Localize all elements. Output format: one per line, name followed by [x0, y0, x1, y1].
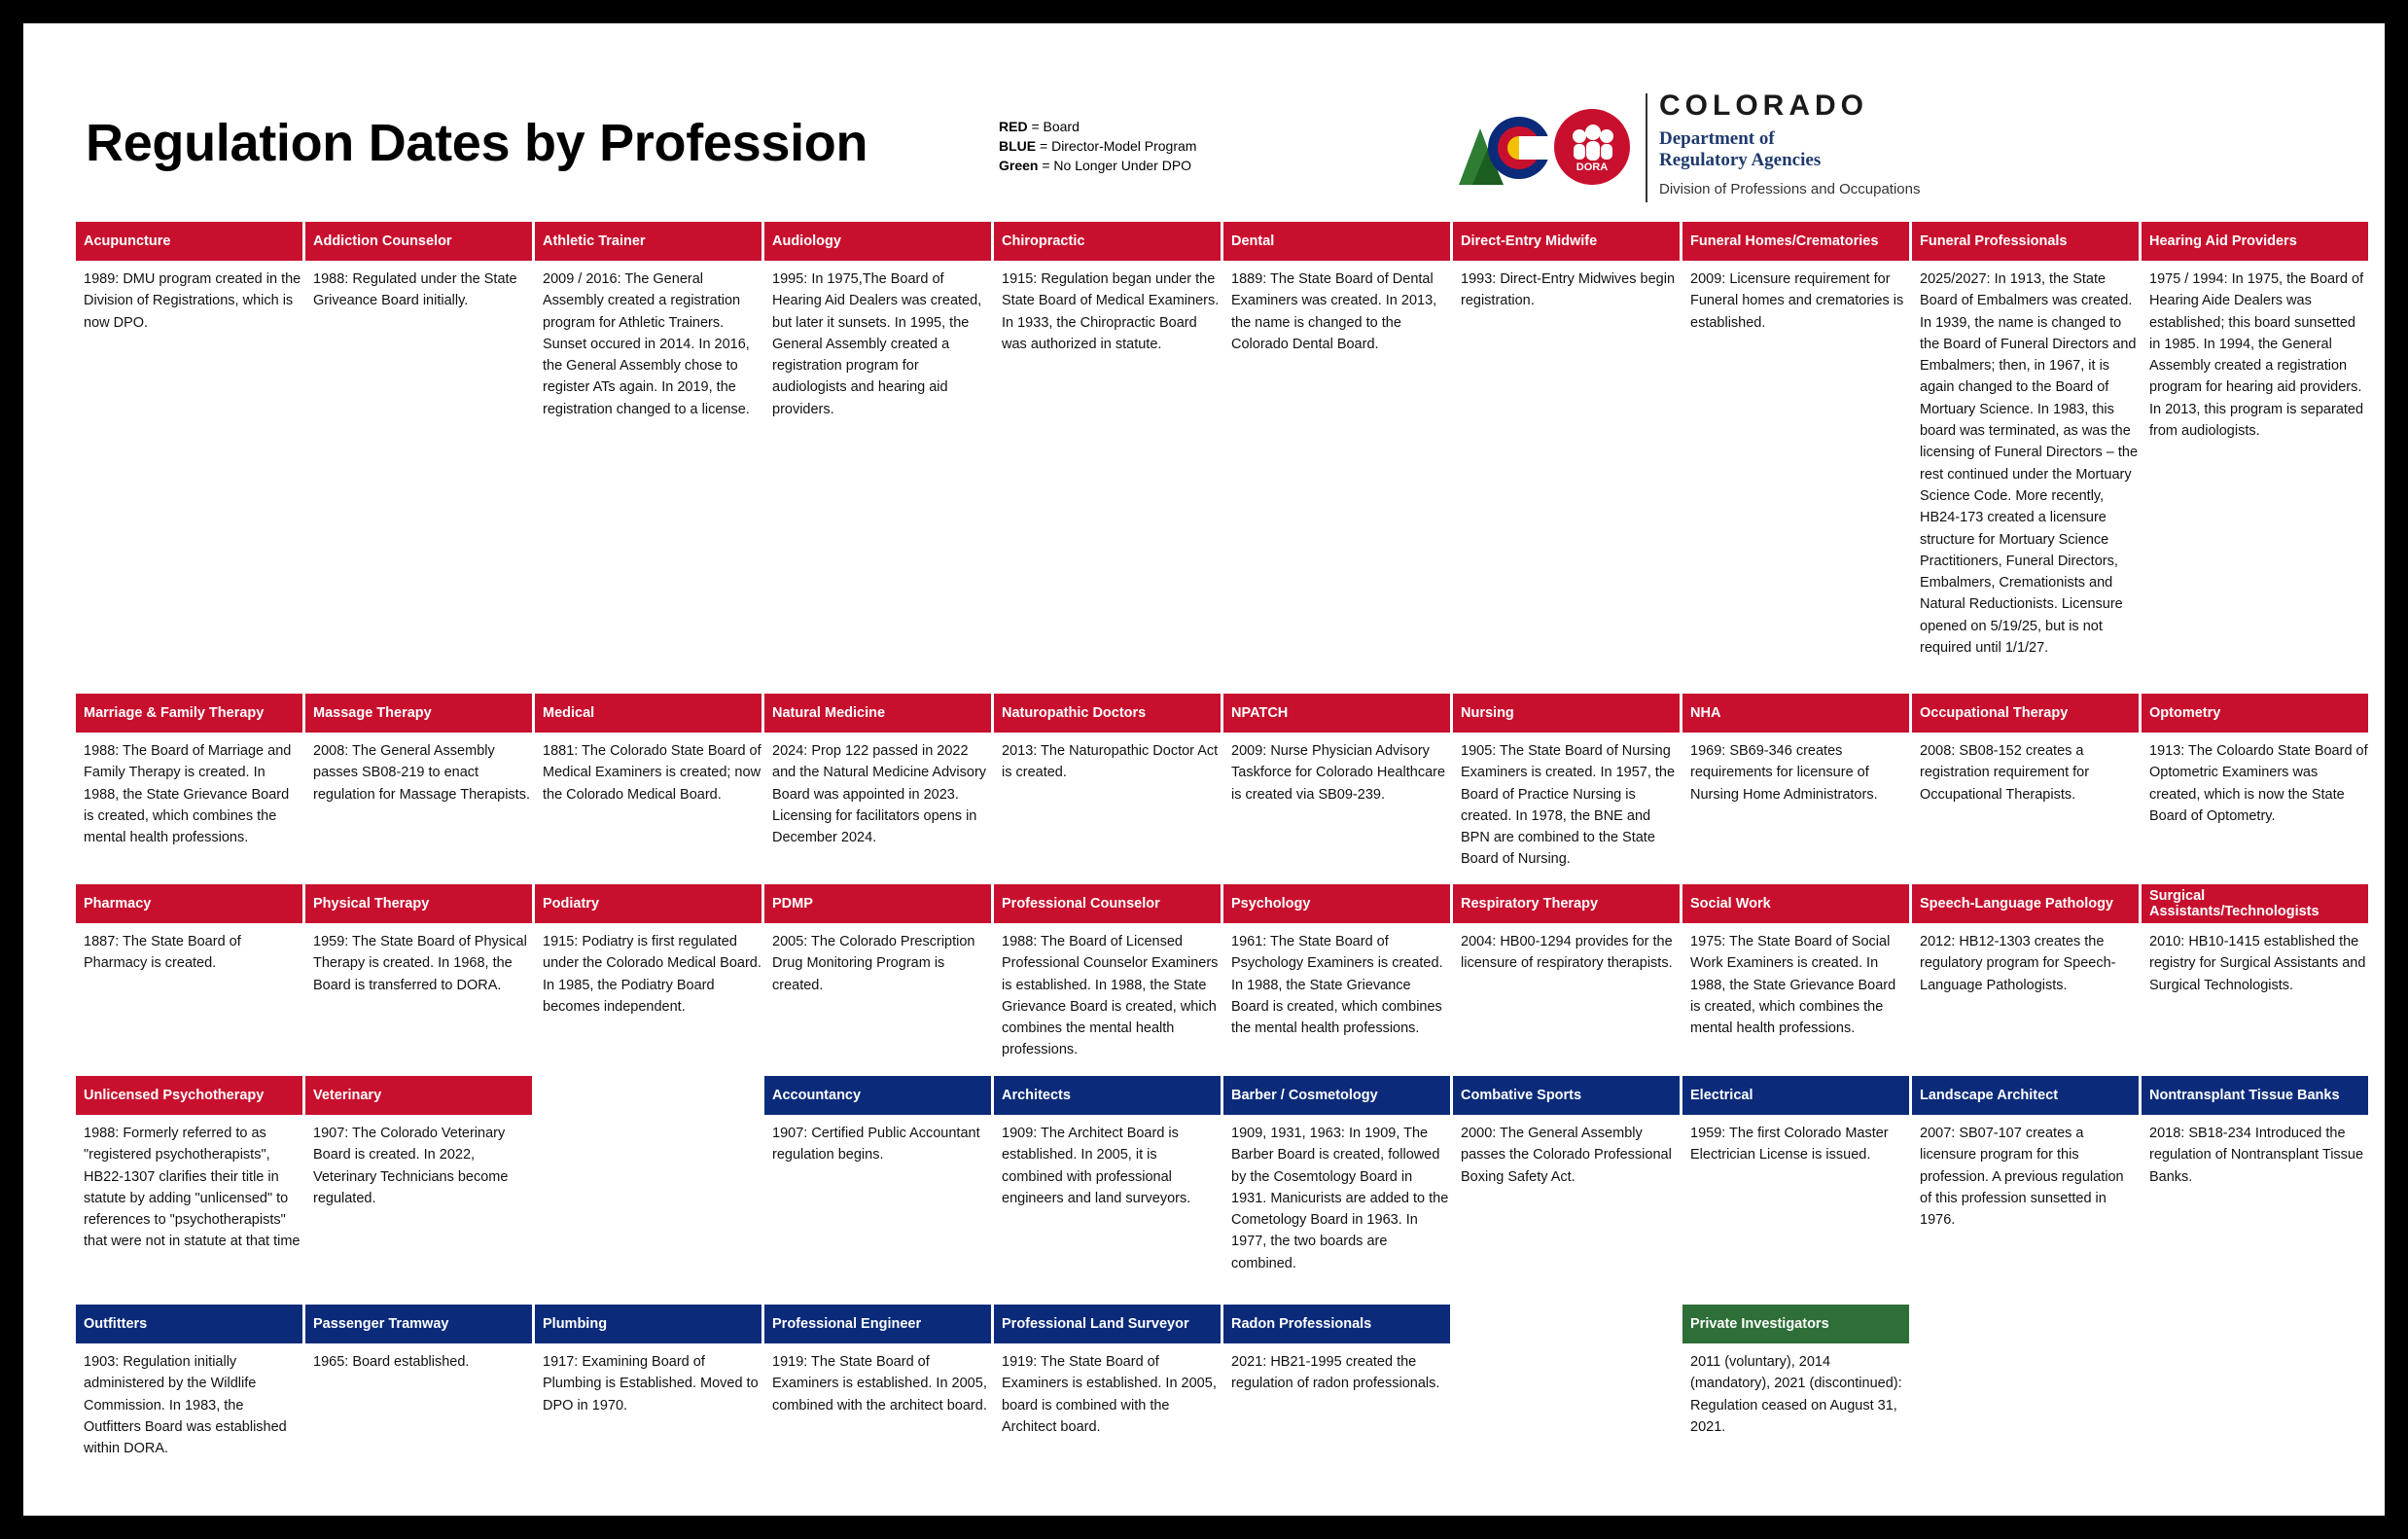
description-pharmacy: 1887: The State Board of Pharmacy is created. [84, 934, 241, 972]
logo-state-name: COLORADO [1659, 89, 1868, 122]
header-nursing: Nursing [1453, 694, 1680, 733]
header-natural-medicine: Natural Medicine [764, 694, 991, 733]
header-occupational-therapy: Occupational Therapy [1912, 694, 2139, 733]
description-plumbing: 1917: Examining Board of Plumbing is Established. Moved to DPO in 1970. [543, 1354, 759, 1414]
header-professional-engineer: Professional Engineer [764, 1305, 991, 1343]
description-nontransplant-tissue-banks: 2018: SB18-234 Introduced the regulation of Nontransplant Tissue Banks. [2149, 1126, 2364, 1185]
header-barber-cosmetology: Barber / Cosmetology [1223, 1076, 1450, 1115]
description-veterinary: 1907: The Colorado Veterinary Board is created. In 2022, Veterinary Technicians become regulated. [313, 1126, 509, 1206]
header-hearing-aid-providers: Hearing Aid Providers [2142, 222, 2368, 261]
description-speech-language-pathology: 2012: HB12-1303 creates the regulatory program for Speech-Language Pathologists. [1920, 934, 2116, 993]
header-passenger-tramway: Passenger Tramway [305, 1305, 532, 1343]
header-direct-entry-midwife: Direct-Entry Midwife [1453, 222, 1680, 261]
header-veterinary: Veterinary [305, 1076, 532, 1115]
header-combative-sports: Combative Sports [1453, 1076, 1680, 1115]
header-optometry: Optometry [2142, 694, 2368, 733]
description-acupuncture: 1989: DMU program created in the Division of Registrations, which is now DPO. [84, 271, 301, 331]
header-naturopathic-doctors: Naturopathic Doctors [994, 694, 1221, 733]
description-funeral-professionals: 2025/2027: In 1913, the State Board of Embalmers was created. In 1939, the name is changed to the Board of Funeral Directors and Embalmers; then, in 1967, it is again changed to the Board of Mortuary Science. In 1983, this board was terminated, as was the licensing of Funeral Directors – the rest continued under the Mortuary Science Code. More recently, HB24-173 created a licensure structure for Mortuary Science Practitioners, Funeral Directors, Embalmers, Cremationists and Natural Reductionists. Licensure opened on 5/19/25, but is not required until 1/1/27. [1920, 271, 2139, 657]
header-pdmp: PDMP [764, 884, 991, 923]
description-direct-entry-midwife: 1993: Direct-Entry Midwives begin registration. [1461, 271, 1676, 309]
description-naturopathic-doctors: 2013: The Naturopathic Doctor Act is created. [1002, 743, 1219, 781]
header-funeral-professionals: Funeral Professionals [1912, 222, 2139, 261]
description-physical-therapy: 1959: The State Board of Physical Therapy is created. In 1968, the Board is transferred to DORA. [313, 934, 527, 993]
description-funeral-homes-crematories: 2009: Licensure requirement for Funeral homes and crematories is established. [1690, 271, 1904, 331]
header-respiratory-therapy: Respiratory Therapy [1453, 884, 1680, 923]
header-chiropractic: Chiropractic [994, 222, 1221, 261]
description-marriage-family-therapy: 1988: The Board of Marriage and Family Therapy is created. In 1988, the State Grievance Board is created, which combines the mental health professions. [84, 743, 292, 846]
header-speech-language-pathology: Speech-Language Pathology [1912, 884, 2139, 923]
dora-badge-icon [1554, 109, 1630, 185]
header-physical-therapy: Physical Therapy [305, 884, 532, 923]
description-combative-sports: 2000: The General Assembly passes the Colorado Professional Boxing Safety Act. [1461, 1126, 1672, 1185]
header-medical: Medical [535, 694, 761, 733]
legend-blue-value: = Director-Model Program [1036, 138, 1197, 154]
header-landscape-architect: Landscape Architect [1912, 1076, 2139, 1115]
logo-department [1659, 128, 1821, 171]
header-athletic-trainer: Athletic Trainer [535, 222, 761, 261]
header-nontransplant-tissue-banks: Nontransplant Tissue Banks [2142, 1076, 2368, 1115]
color-legend [999, 117, 1196, 175]
header-accountancy: Accountancy [764, 1076, 991, 1115]
description-dental: 1889: The State Board of Dental Examiners was created. In 2013, the name is changed to the Colorado Dental Board. [1231, 271, 1437, 352]
header-psychology: Psychology [1223, 884, 1450, 923]
header-plumbing: Plumbing [535, 1305, 761, 1343]
header-funeral-homes-crematories: Funeral Homes/Crematories [1682, 222, 1909, 261]
description-passenger-tramway: 1965: Board established. [313, 1354, 470, 1370]
logo-division: Division of Professions and Occupations [1659, 181, 1921, 197]
dora-badge-text: DORA [1576, 161, 1609, 173]
header-pharmacy: Pharmacy [76, 884, 302, 923]
header-surgical-assistants-technologists: Surgical Assistants/Technologists [2142, 884, 2368, 923]
description-podiatry: 1915: Podiatry is first regulated under the Colorado Medical Board. In 1985, the Podiatry Board becomes independent. [543, 934, 761, 1015]
description-pdmp: 2005: The Colorado Prescription Drug Monitoring Program is created. [772, 934, 975, 993]
header-architects: Architects [994, 1076, 1221, 1115]
description-addiction-counselor: 1988: Regulated under the State Griveance Board initially. [313, 271, 517, 309]
description-professional-engineer: 1919: The State Board of Examiners is established. In 2005, combined with the architect board. [772, 1354, 987, 1414]
logo-dept-line2: Regulatory Agencies [1659, 150, 1822, 170]
header-private-investigators: Private Investigators [1682, 1305, 1909, 1343]
header-massage-therapy: Massage Therapy [305, 694, 532, 733]
legend-green-key: Green [999, 158, 1039, 173]
description-natural-medicine: 2024: Prop 122 passed in 2022 and the Natural Medicine Advisory Board was appointed in 2023. Licensing for facilitators opens in December 2024. [772, 743, 987, 846]
description-professional-counselor: 1988: The Board of Licensed Professional Counselor Examiners is established. In 1988, the State Grievance Board is created, which combines the mental health professions. [1002, 934, 1219, 1058]
header-marriage-family-therapy: Marriage & Family Therapy [76, 694, 302, 733]
page-title: Regulation Dates by Profession [86, 114, 868, 172]
description-professional-land-surveyor: 1919: The State Board of Examiners is established. In 2005, board is combined with the Architect board. [1002, 1354, 1217, 1435]
header-podiatry: Podiatry [535, 884, 761, 923]
description-radon-professionals: 2021: HB21-1995 created the regulation of radon professionals. [1231, 1354, 1440, 1392]
description-outfitters: 1903: Regulation initially administered by the Wildlife Commission. In 1983, the Outfitters Board was established within DORA. [84, 1354, 287, 1457]
dora-logo [1459, 89, 2023, 226]
description-respiratory-therapy: 2004: HB00-1294 provides for the licensure of respiratory therapists. [1461, 934, 1673, 972]
description-medical: 1881: The Colorado State Board of Medical Examiners is created; now the Colorado Medical Board. [543, 743, 761, 803]
description-athletic-trainer: 2009 / 2016: The General Assembly created a registration program for Athletic Trainers. Sunset occured in 2014. In 2016, the General Assembly chose to register ATs again. In 2019, the registration changed to a license. [543, 271, 750, 417]
description-psychology: 1961: The State Board of Psychology Examiners is created. In 1988, the State Grievance Board is created, which combines the mental health professions. [1231, 934, 1443, 1037]
header-dental: Dental [1223, 222, 1450, 261]
legend-green [999, 156, 1196, 175]
header-electrical: Electrical [1682, 1076, 1909, 1115]
description-hearing-aid-providers: 1975 / 1994: In 1975, the Board of Hearing Aide Dealers was established; this board sunsetted in 1985. In 1994, the General Assembly created a registration program for hearing aid providers. In 2013, this program is separated from audiologists. [2149, 271, 2364, 440]
header-professional-counselor: Professional Counselor [994, 884, 1221, 923]
description-chiropractic: 1915: Regulation began under the State Board of Medical Examiners. In 1933, the Chiropractic Board was authorized in statute. [1002, 271, 1220, 352]
logo-dept-line1: Department of [1659, 128, 1775, 149]
description-massage-therapy: 2008: The General Assembly passes SB08-219 to enact regulation for Massage Therapists. [313, 743, 530, 803]
header-npatch: NPATCH [1223, 694, 1450, 733]
legend-red [999, 117, 1196, 136]
description-unlicensed-psychotherapy: 1988: Formerly referred to as "registered psychotherapists", HB22-1307 clarifies their title in statute by adding "unlicensed" to references to "psychotherapists" that were not in statute at that time [84, 1126, 301, 1250]
document-page [23, 23, 2385, 1516]
description-landscape-architect: 2007: SB07-107 creates a licensure program for this profession. A previous regulation of this profession sunsetted in 1976. [1920, 1126, 2124, 1229]
description-private-investigators: 2011 (voluntary), 2014 (mandatory), 2021 (discontinued): Regulation ceased on August 31, 2021. [1690, 1354, 1902, 1435]
description-architects: 1909: The Architect Board is established. In 2005, it is combined with professional engineers and land surveyors. [1002, 1126, 1191, 1206]
description-nursing: 1905: The State Board of Nursing Examiners is created. In 1957, the Board of Practice Nursing is created. In 1978, the BNE and BPN are combined to the State Board of Nursing. [1461, 743, 1676, 868]
header-unlicensed-psychotherapy: Unlicensed Psychotherapy [76, 1076, 302, 1115]
header-addiction-counselor: Addiction Counselor [305, 222, 532, 261]
description-barber-cosmetology: 1909, 1931, 1963: In 1909, The Barber Board is created, followed by the Cosemtology Board in 1931. Manicurists are added to the Cometology Board in 1963. In 1977, the two boards are combined. [1231, 1126, 1449, 1271]
description-surgical-assistants-technologists: 2010: HB10-1415 established the registry for Surgical Assistants and Surgical Technologists. [2149, 934, 2366, 993]
legend-blue-key: BLUE [999, 138, 1037, 154]
description-occupational-therapy: 2008: SB08-152 creates a registration requirement for Occupational Therapists. [1920, 743, 2090, 803]
header-outfitters: Outfitters [76, 1305, 302, 1343]
description-npatch: 2009: Nurse Physician Advisory Taskforce for Colorado Healthcare is created via SB09-239. [1231, 743, 1446, 803]
legend-blue [999, 136, 1196, 156]
logo-divider [1646, 93, 1647, 202]
description-nha: 1969: SB69-346 creates requirements for licensure of Nursing Home Administrators. [1690, 743, 1878, 803]
description-electrical: 1959: The first Colorado Master Electrician License is issued. [1690, 1126, 1889, 1163]
legend-red-key: RED [999, 119, 1028, 134]
legend-red-value: = Board [1027, 119, 1080, 134]
header-social-work: Social Work [1682, 884, 1909, 923]
description-social-work: 1975: The State Board of Social Work Examiners is created. In 1988, the State Grievance Board is created, which combines the mental health professions. [1690, 934, 1896, 1037]
description-audiology: 1995: In 1975,The Board of Hearing Aid Dealers was created, but later it sunsets. In 1995, the General Assembly created a registration program for audiologists and hearing aid providers. [772, 271, 982, 417]
header-acupuncture: Acupuncture [76, 222, 302, 261]
header-nha: NHA [1682, 694, 1909, 733]
description-optometry: 1913: The Coloardo State Board of Optometric Examiners was created, which is now the State Board of Optometry. [2149, 743, 2368, 824]
header-radon-professionals: Radon Professionals [1223, 1305, 1450, 1343]
header-audiology: Audiology [764, 222, 991, 261]
header-professional-land-surveyor: Professional Land Surveyor [994, 1305, 1221, 1343]
description-accountancy: 1907: Certified Public Accountant regulation begins. [772, 1126, 980, 1163]
colorado-mountain-icon [1459, 109, 1552, 187]
legend-green-value: = No Longer Under DPO [1038, 158, 1192, 173]
